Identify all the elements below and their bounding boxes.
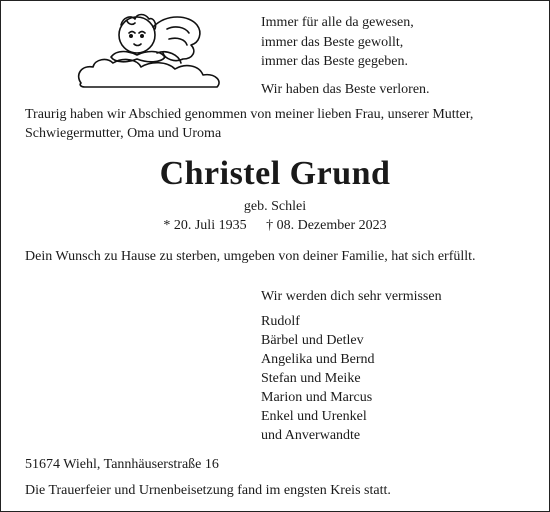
mourner-name: und Anverwandte: [261, 428, 361, 443]
deceased-name: Christel Grund: [159, 155, 391, 192]
death-date: † 08. Dezember 2023: [266, 218, 387, 233]
poem-line: Immer für alle da gewesen,: [261, 15, 414, 30]
birth-date: * 20. Juli 1935: [163, 218, 247, 233]
poem-closing-line: Wir haben das Beste verloren.: [261, 81, 430, 97]
mourner-name: Bärbel und Detlev: [261, 333, 364, 348]
mourner-name: Marion und Marcus: [261, 390, 373, 405]
mourner-name: Rudolf: [261, 314, 300, 329]
wish-statement: Dein Wunsch zu Hause zu sterben, umgeben von deiner Familie, hat sich erfüllt.: [25, 249, 476, 264]
life-dates: [1, 218, 549, 234]
mourners-heading: Wir werden dich sehr vermissen: [261, 289, 442, 304]
farewell-intro: Traurig haben wir Abschied genommen von meiner lieben Frau, unserer Mutter, Schwiegermutter, Oma und Uroma: [25, 107, 474, 141]
mourner-name: Enkel und Urenkel: [261, 409, 367, 424]
mourner-name: Stefan und Meike: [261, 371, 361, 386]
cherub-illustration: [71, 5, 231, 91]
birth-name: geb. Schlei: [243, 199, 307, 214]
poem-line: immer das Beste gegeben.: [261, 54, 408, 69]
poem-verse: [261, 13, 430, 99]
family-address: 51674 Wiehl, Tannhäuserstraße 16: [25, 457, 219, 472]
mourner-name: Angelika und Bernd: [261, 352, 375, 367]
poem-line: immer das Beste gewollt,: [261, 34, 404, 50]
funeral-note: Die Trauerfeier und Urnenbeisetzung fand im engsten Kreis statt.: [25, 483, 391, 498]
mourners-list: [261, 287, 442, 445]
